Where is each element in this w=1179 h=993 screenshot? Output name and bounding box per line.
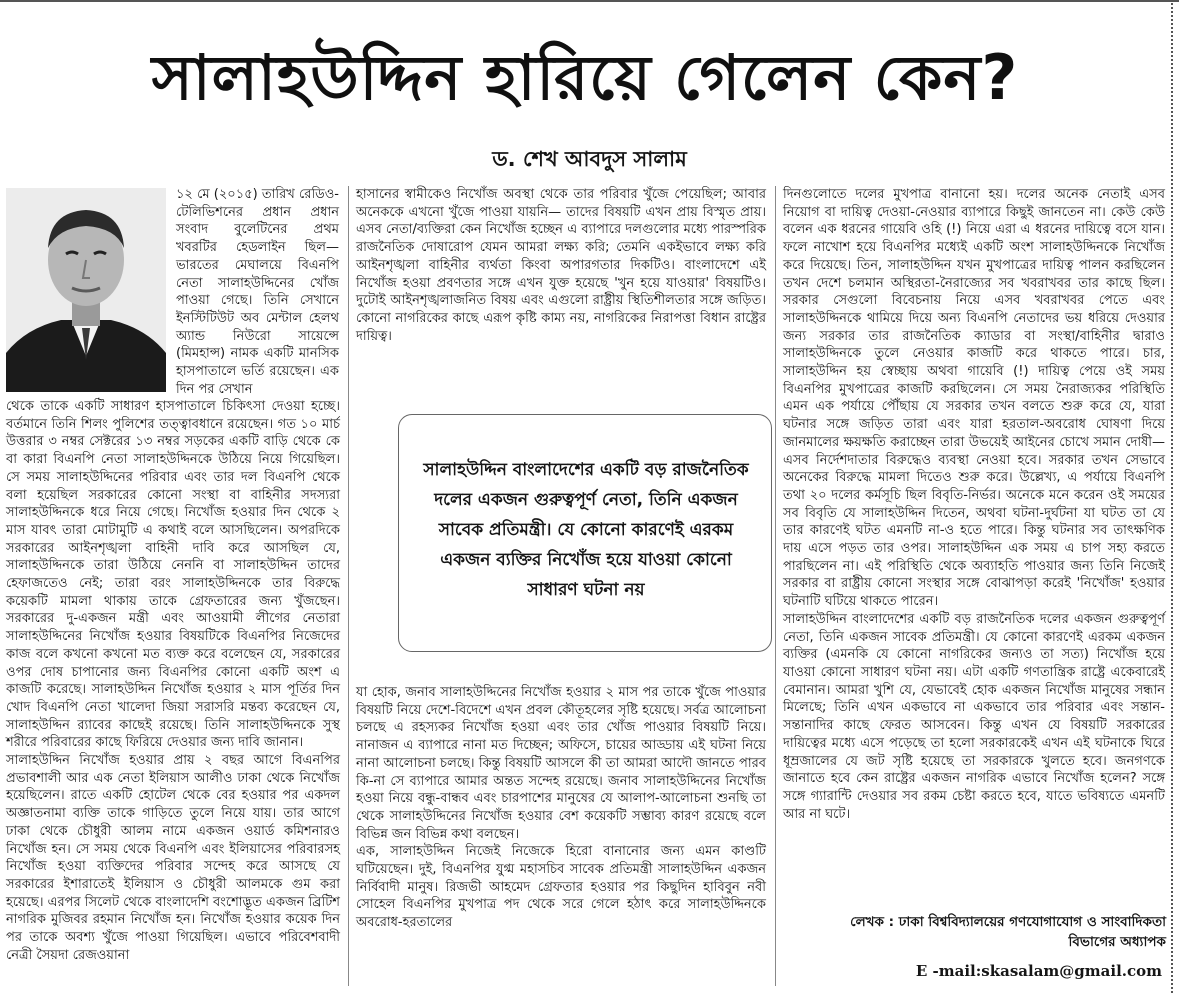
pull-quote-text: সালাহউদ্দিন বাংলাদেশের একটি বড় রাজনৈতিক দলের একজন গুরুত্বপূর্ণ নেতা, তিনি একজন সাবেক প্রতিমন্ত্রী। যে কোনো কারণেই এরকম একজন ব্যক্তির নিখোঁজ হয়ে যাওয়া কোনো সাধারণ ঘটনা নয় — [423, 460, 749, 600]
author-credit-line: লেখক : ঢাকা বিশ্ববিদ্যালয়ের গণযোগাযোগ ও সাংবাদিকতা — [850, 914, 1166, 930]
column-rule-1 — [348, 186, 349, 986]
paragraph: এক, সালাহউদ্দিন নিজেই নিজেকে হিরো বানানোর জন্য এমন কাণ্ডটি ঘটিয়েছেন। দুই, বিএনপির যুগ্ম মহাসচিব সাবেক প্রতিমন্ত্রী সালাহউদ্দিন একজন নির্বিবাদী মানুষ। রিজভী আহমেদ গ্রেফতার হওয়ার পর কিছুদিন হাবিবুন নবী সোহেল বিএনপির মুখপাত্র পদ থেকে সরে গেলে হঠাৎ করে সালাহউদ্দিনকে অবরোধ-হরতালের — [356, 844, 766, 931]
author-credit — [780, 912, 1166, 952]
author-email: E -mail:skasalam@gmail.com — [915, 962, 1162, 980]
article-intro — [176, 186, 339, 398]
headline: সালাহউদ্দিন হারিয়ে গেলেন কেন? — [151, 41, 1019, 114]
paragraph: সালাহউদ্দিন নিখোঁজ হওয়ার প্রায় ২ বছর আগে বিএনপির প্রভাবশালী আর এক নেতা ইলিয়াস আলীও ঢাকা থেকে নিখোঁজ হয়েছিলেন। রাতে একটি হোটেল থেকে বের হওয়ার পর একদল অজ্ঞাতনামা ব্যক্তি তাকে গাড়িতে তুলে নিয়ে যায়। তার আগে ঢাকা থেকে চৌধুরী আলম নামে একজন ওয়ার্ড কমিশনারও নিখোঁজ হন। সে সময় থেকে বিএনপি এবং ইলিয়াসের পরিবারসহ নিখোঁজ হওয়া ব্যক্তিদের পরিবার সন্দেহ করে আসছে যে সরকারের ইশারাতেই ইলিয়াস ও চৌধুরী আলমকে গুম করা হয়েছে। এরপর সিলেট থেকে বাংলাদেশি বংশোদ্ভূত একজন ব্রিটিশ নাগরিক মুজিবর রহমান নিখোঁজ হন। নিখোঁজ হওয়ার কয়েক দিন পর তাকে অবশ্য খুঁজে পাওয়া গিয়েছিল। এভাবে পরিবেশবাদী নেত্রী সৈয়দা রেজওয়ানা — [6, 753, 340, 963]
column-rule-2 — [775, 186, 776, 986]
intro-paragraph: ১২ মে (২০১৫) তারিখ রেডিও-টেলিভিশনের প্রধান প্রধান সংবাদ বুলেটিনের প্রথম খবরটির হেডলাইন ছিল— ভারতের মেঘালয়ে বিএনপি নেতা সালাহউদ্দিনের খোঁজ পাওয়া গেছে। তিনি সেখানে ইনস্টিটিউট অব মেন্টাল হেলথ অ্যান্ড নিউরো সায়েন্সে (মিমহান্স) নামক একটি মানসিক হাসপাতালে ভর্তি রয়েছেন। এক দিন পর সেখান — [176, 187, 339, 397]
paragraph: দিনগুলোতে দলের মুখপাত্র বানানো হয়। দলের অনেক নেতাই এসব নিয়োগ বা দায়িত্ব দেওয়া-নেওয়ার ব্যাপারে কিছুই জানতেন না। কেউ কেউ বলেন এক ধরনের গায়েবি ওহি (!) নিয়ে এরা এ ধরনের দায়িত্বে বসে যান। ফলে নাখোশ হয়ে বিএনপির মধ্যেই একটি অংশ সালাহউদ্দিনকে নিখোঁজ করে দিয়েছে। তিন, সালাহউদ্দিন যখন মুখপাত্রের দায়িত্ব পালন করছিলেন তখন দেশে চলমান অস্থিরতা-নৈরাজ্যের সব খবরাখবর তার কাছে ছিল। সরকার সেগুলো বিবেচনায় নিয়ে এসব খবরাখবর পেতে এবং সালাহউদ্দিনকে থামিয়ে দিয়ে অন্য বিএনপি নেতাদের ভয় ধরিয়ে দেওয়ার জন্য সরকার তার রাজনৈতিক ক্যাডার বা সংস্থা/বাহিনীর দ্বারাও সালাহউদ্দিনকে তুলে নেওয়ার কাজটি করে থাকতে পারে। চার, সালাহউদ্দিন হয় স্বেচ্ছায় অথবা গায়েবি (!) দায়িত্ব পেয়ে ওই সময় বিএনপির মুখপাত্রের কাজটি করছিলেন। সে সময় নৈরাজ্যকর পরিস্থিতি এমন এক পর্যায়ে পৌঁছায় যে সরকার তখন বলতে শুরু করে যে, যারা ঘটনার সঙ্গে জড়িত তারা এবং যারা হরতাল-অবরোধ ঘোষণা দিয়ে জানমালের ক্ষয়ক্ষতি করাচ্ছেন তারা উভয়েই আইনের চোখে সমান দোষী— এসব নির্দেশদাতার বিরুদ্ধেও ব্যবস্থা নেওয়া হবে। সরকার তখন সেভাবে অনেকের বিরুদ্ধে মামলা দিতেও শুরু করে। উল্লেখ্য, এ পর্যায়ে বিএনপি তথা ২০ দলের কর্মসূচি ছিল বিবৃতি-নির্ভর। অনেকে মনে করেন ওই সময়ের সব বিবৃতি যে সালাহউদ্দিন দিতেন, অথবা ঘটনা-দুর্ঘটনা যা ঘটত তা যে তার কারণেই ঘটত এমনটি না-ও হতে পারে। কিন্তু ঘটনার সব তাৎক্ষণিক দায় এসে পড়ত তার ওপর। সালাহউদ্দিন এক সময় এ চাপ সহ্য করতে পারছিলেন না। এই পরিস্থিতি থেকে অব্যাহতি পাওয়ার জন্য তিনি নিজেই সরকার বা রাষ্ট্রীয় কোনো সংস্থার সঙ্গে বোঝাপড়া করেই 'নিখোঁজ' হওয়ার ঘটনাটি ঘটিয়ে থাকতে পারেন। — [783, 187, 1165, 610]
author-photo — [6, 188, 166, 392]
paragraph: সালাহউদ্দিন বাংলাদেশের একটি বড় রাজনৈতিক দলের একজন গুরুত্বপূর্ণ নেতা, তিনি একজন সাবেক প্রতিমন্ত্রী। যে কোনো কারণেই এরকম একজন ব্যক্তির (এমনকি যে কোনো নাগরিকের জন্যও তা সত্য) নিখোঁজ হয়ে যাওয়া কোনো সাধারণ ঘটনা নয়। এটা একটি গণতান্ত্রিক রাষ্ট্রে একেবারেই বেমানান। আমরা খুশি যে, যেভাবেই হোক একজন নিখোঁজ মানুষের সন্ধান মিলেছে; তিনি এখন একভাবে না একভাবে তার পরিবার এবং সন্তান-সন্তানাদির কাছে ফেরত আসবেন। কিন্তু এখন যে বিষয়টি সরকারের দায়িত্বের মধ্যে এসে পড়েছে তা হলো সরকারকেই এখন এই ঘটনাকে ঘিরে ধূম্রজালের যে জট সৃষ্টি হয়েছে তা সরকারকে খুলতে হবে। জনগণকে জানাতে হবে কেন রাষ্ট্রের একজন নাগরিক এভাবে নিখোঁজ হলেন? সঙ্গে সঙ্গে গ্যারান্টি দেওয়ার সব রকম চেষ্টা করতে হবে, যাতে ভবিষ্যতে এমনটি আর না ঘটে। — [783, 611, 1165, 822]
page-top-border — [0, 0, 1179, 8]
pull-quote-box — [398, 414, 772, 652]
byline: ড. শেখ আবদুস সালাম — [492, 147, 687, 171]
paragraph: হাসানের স্বামীকেও নিখোঁজ অবস্থা থেকে তার পরিবার খুঁজে পেয়েছিল; আবার অনেককে এখনো খুঁজে পাওয়া যায়নি— তাদের বিষয়টি এখন প্রায় বিস্মৃত প্রায়। এসব নেতা/ব্যক্তিরা কেন নিখোঁজ হচ্ছেন এ ব্যাপারে দলগুলোর মধ্যে পারস্পরিক রাজনৈতিক দোষারোপ যেমন আমরা লক্ষ্য করি; তেমনি একইভাবে লক্ষ্য করি আইনশৃঙ্খলা বাহিনীর ব্যর্থতা কিংবা অপারগতার দিকটিও। বাংলাদেশে এই নিখোঁজ হওয়া প্রবণতার সঙ্গে এখন যুক্ত হয়েছে 'খুন হয়ে যাওয়ার' বিষয়টিও। দুটোই আইনশৃঙ্খলাজনিত বিষয় এবং এগুলো রাষ্ট্রীয় স্থিতিশীলতার সঙ্গে জড়িত। কোনো নাগরিকের কাছে এরূপ কৃষ্টি কাম্য নয়, নাগরিকের নিরাপত্তা বিধান রাষ্ট্রের দায়িত্ব। — [356, 187, 766, 344]
article-column-2-bottom — [356, 684, 766, 932]
paragraph: থেকে তাকে একটি সাধারণ হাসপাতালে চিকিৎসা দেওয়া হচ্ছে। বর্তমানে তিনি শিলং পুলিশের তত্ত্বাবধানে রয়েছেন। গত ১০ মার্চ উত্তরার ৩ নম্বর সেক্টরের ১৩ নম্বর সড়কের একটি বাড়ি থেকে কে বা কারা বিএনপি নেতা সালাহউদ্দিনকে উঠিয়ে নিয়ে গিয়েছিল। সে সময় সালাহউদ্দিনের পরিবার এবং তার দল বিএনপি থেকে বলা হয়েছিল সরকারের কোনো সংস্থা বা বাহিনীর সদস্যরা সালাহউদ্দিনকে ধরে নিয়ে গেছে। নিখোঁজ হওয়ার দিন থেকে ২ মাস যাবৎ তারা মোটামুটি এ কথাই বলে আসছিলেন। অপরদিকে সরকারের আইনশৃঙ্খলা বাহিনী দাবি করে আসছিল যে, সালাহউদ্দিনকে তারা উঠিয়ে নেননি বা সালাহউদ্দিন তাদের হেফাজতেও নেই; তারা বরং সালাহউদ্দিনকে তার বিরুদ্ধে কয়েকটি মামলা থাকায় তাকে গ্রেফতারের জন্য খুঁজছেন। সরকারের দু-একজন মন্ত্রী এবং আওয়ামী লীগের নেতারা সালাহউদ্দিনের নিখোঁজ হওয়ার বিষয়টিকে বিএনপির নিজেদের কাজ বলে কখনো কখনো মত ব্যক্ত করে বলেছেন যে, সরকারের ওপর দোষ চাপানোর জন্য বিএনপির কোনো একটি অংশ এ কাজটি করেছে। সালাহউদ্দিন নিখোঁজ হওয়ার ২ মাস পূর্তির দিন খোদ বিএনপি নেতা খালেদা জিয়া সরাসরি মন্তব্য করেছেন যে, সালাহউদ্দিন র‌্যাবের কাছেই রয়েছে। তিনি সালাহউদ্দিনকে সুস্থ শরীরে পরিবারের কাছে ফিরিয়ে দেওয়ার জন্য দাবি জানান। — [6, 399, 340, 751]
article-column-1 — [6, 398, 340, 965]
article-column-3 — [783, 186, 1165, 823]
author-credit-line: বিভাগের অধ্যাপক — [1068, 934, 1166, 950]
paragraph: যা হোক, জনাব সালাহউদ্দিনের নিখোঁজ হওয়ার ২ মাস পর তাকে খুঁজে পাওয়ার বিষয়টি নিয়ে দেশে-বিদেশে এখন প্রবল কৌতূহলের সৃষ্টি হয়েছে। সর্বত্র আলোচনা চলছে এ রহস্যকর নিখোঁজ হওয়া এবং তার খোঁজ পাওয়ার বিষয়টি নিয়ে। নানাজন এ ব্যাপারে নানা মত দিচ্ছেন; অফিসে, চায়ের আড্ডায় এই ঘটনা নিয়ে নানা আলোচনা চলছে। কিন্তু বিষয়টি আসলে কী তা আমরা আদৌ জানতে পারব কি-না সে ব্যাপারে আমার অন্তত সন্দেহ রয়েছে। জনাব সালাহউদ্দিনের নিখোঁজ হওয়া নিয়ে বন্ধু-বান্ধব এবং চারপাশের মানুষের যে আলাপ-আলোচনা শুনছি তা থেকে সালাহউদ্দিনের নিখোঁজ হওয়ার বেশ কয়েকটি সম্ভাব্য কারণ রয়েছে বলে বিভিন্ন জন বিভিন্ন কথা বলছেন। — [356, 685, 766, 842]
article-column-2-top — [356, 186, 766, 345]
